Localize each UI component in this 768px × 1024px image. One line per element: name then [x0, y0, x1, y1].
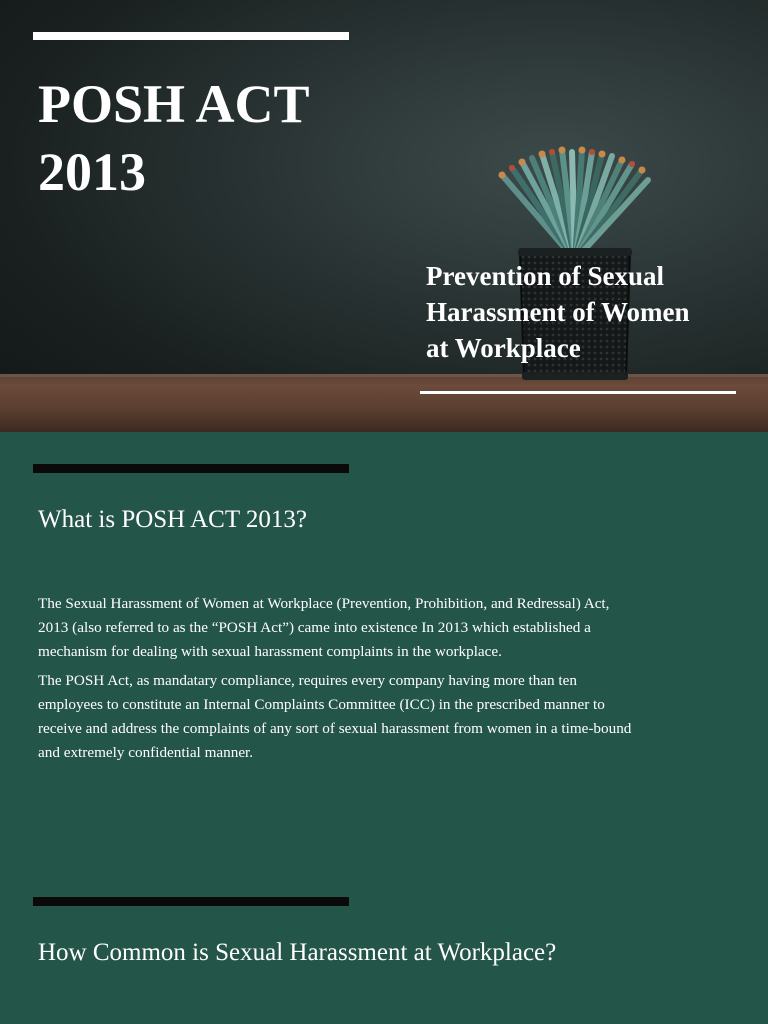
paragraph-line: receive and address the complaints of any sort of sexual harassment from women in a time-bound: [38, 720, 632, 737]
paragraph-line: and extremely confidential manner.: [38, 744, 254, 761]
subtitle-line-2: Harassment of Women: [426, 297, 690, 327]
section-heading-how-common: How Common is Sexual Harassment at Workplace?: [38, 939, 557, 966]
subtitle-line-3: at Workplace: [426, 333, 581, 363]
section-heading-what-is-posh: What is POSH ACT 2013?: [38, 506, 307, 533]
paragraph-line: 2013 (also referred to as the “POSH Act”) came into existence In 2013 which established a: [38, 619, 591, 636]
paragraph-line: The Sexual Harassment of Women at Workplace (Prevention, Prohibition, and Redressal) Act,: [38, 595, 610, 612]
section-divider-bar: [33, 464, 349, 473]
hero-top-rule: [33, 32, 349, 40]
subtitle-underline: [420, 391, 736, 394]
section-divider-bar: [33, 897, 349, 906]
paragraph-line: The POSH Act, as mandatary compliance, requires every company having more than ten: [38, 672, 577, 689]
subtitle-line-1: Prevention of Sexual: [426, 261, 664, 291]
page-title-line-1: POSH ACT: [38, 74, 310, 134]
paragraph-line: employees to constitute an Internal Complaints Committee (ICC) in the prescribed manner to: [38, 696, 605, 713]
paragraph-line: mechanism for dealing with sexual harassment complaints in the workplace.: [38, 643, 502, 660]
paragraph-intro: [38, 592, 738, 664]
page-subtitle: [426, 258, 746, 366]
page-title: [38, 70, 378, 206]
hero-banner: [0, 0, 768, 432]
paragraph-compliance: [38, 669, 738, 765]
page-title-line-2: 2013: [38, 142, 146, 202]
